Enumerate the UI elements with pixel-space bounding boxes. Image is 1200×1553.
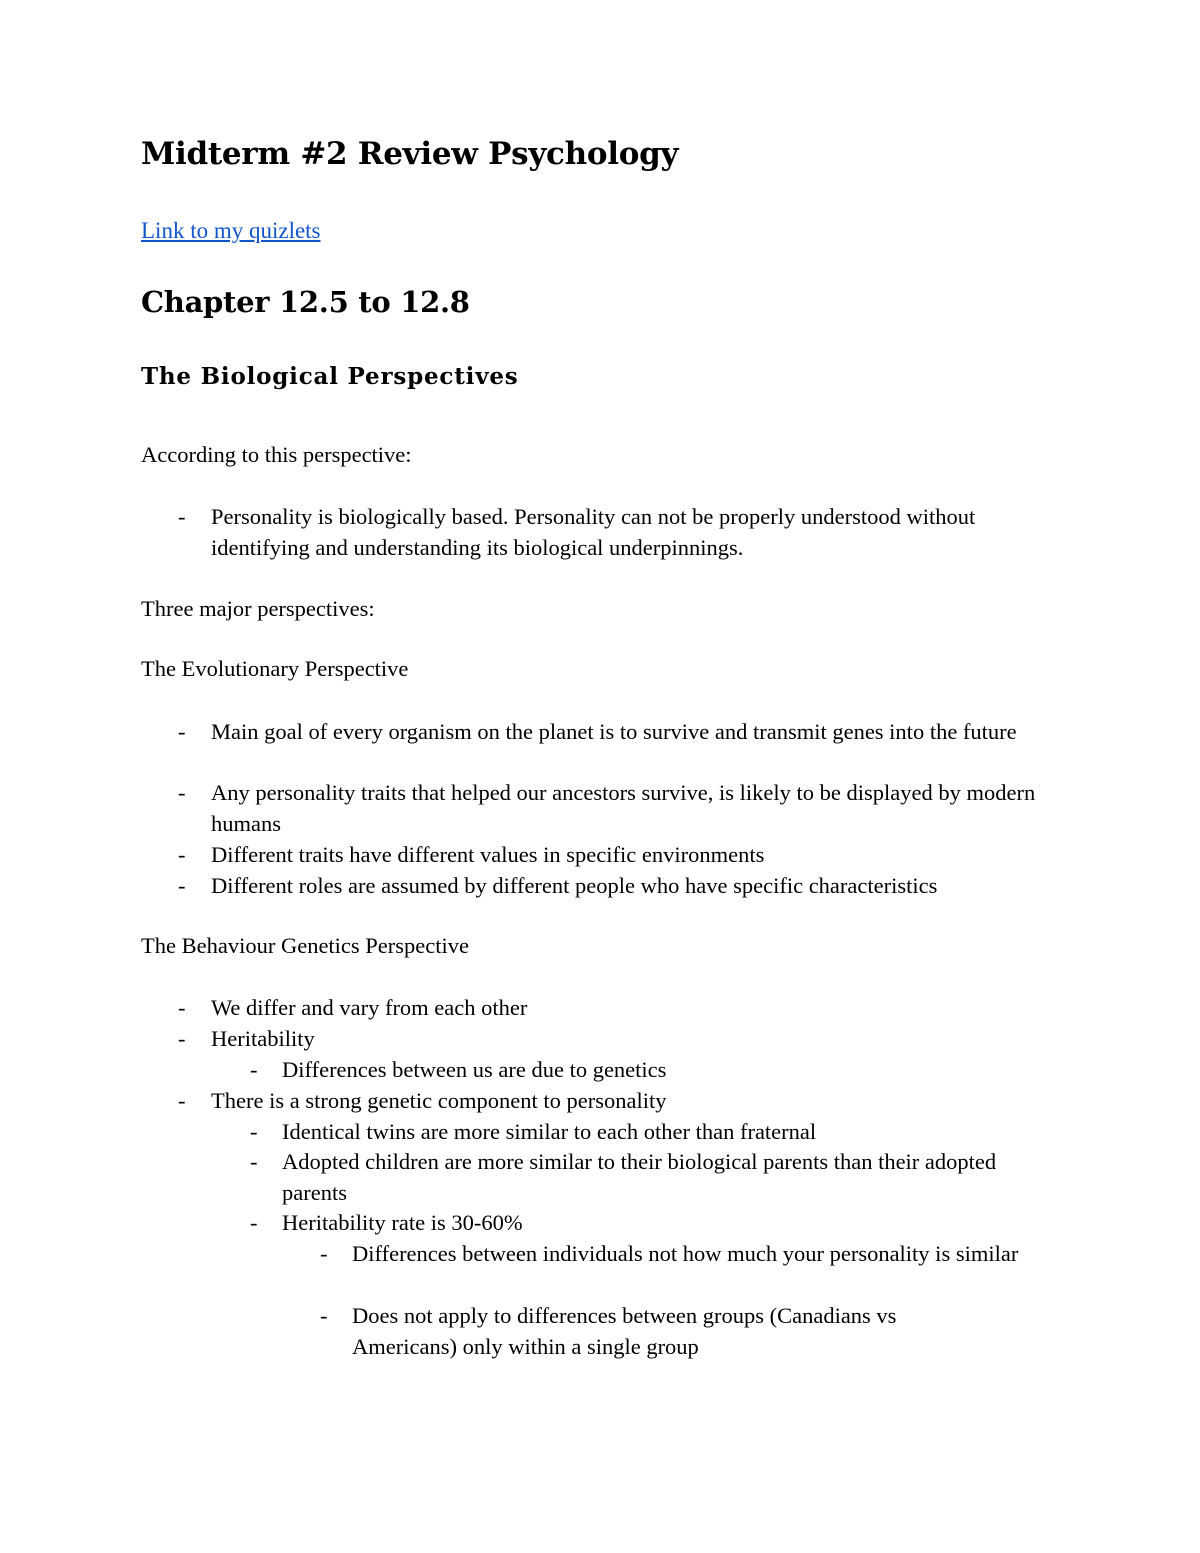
- genetics-bullet: Heritability: [211, 1026, 315, 1051]
- genetics-sub-bullet: Heritability rate is 30-60%: [282, 1210, 523, 1235]
- sub-bullet-dash: -: [250, 1149, 258, 1174]
- bullet-dash: -: [178, 719, 186, 744]
- evolutionary-bullet: Different roles are assumed by different people who have specific characteristics: [211, 873, 938, 898]
- bullet-dash: -: [178, 873, 186, 898]
- bullet-dash: -: [178, 504, 186, 529]
- genetics-sub-bullet: Differences between us are due to genetics: [282, 1057, 667, 1082]
- genetics-sub-bullet: Identical twins are more similar to each other than fraternal: [282, 1119, 817, 1144]
- chapter-heading: Chapter 12.5 to 12.8: [141, 285, 470, 319]
- evolutionary-bullet: Any personality traits that helped our ancestors survive, is likely to be displayed by modern humans: [211, 780, 1036, 836]
- document-title: Midterm #2 Review Psychology: [141, 136, 679, 172]
- genetics-bullet: There is a strong genetic component to personality: [211, 1088, 667, 1113]
- intro-bullet: Personality is biologically based. Personality can not be properly understood without identifying and understanding its biological underpinnings.: [211, 504, 976, 560]
- bullet-dash: -: [178, 1088, 186, 1113]
- intro-text: According to this perspective:: [141, 442, 412, 467]
- evolutionary-heading: The Evolutionary Perspective: [141, 656, 409, 681]
- genetics-sub-sub-bullet: Does not apply to differences between groups (Canadians vs Americans) only within a single group: [352, 1303, 897, 1359]
- three-major-text: Three major perspectives:: [141, 596, 375, 621]
- sub-bullet-dash: -: [250, 1119, 258, 1144]
- bullet-dash: -: [178, 842, 186, 867]
- bullet-dash: -: [178, 995, 186, 1020]
- behaviour-genetics-heading: The Behaviour Genetics Perspective: [141, 933, 470, 958]
- genetics-sub-sub-bullet: Differences between individuals not how much your personality is similar: [352, 1241, 1019, 1266]
- sub-bullet-dash: -: [250, 1210, 258, 1235]
- section-heading: The Biological Perspectives: [141, 363, 519, 390]
- genetics-sub-bullet: Adopted children are more similar to their biological parents than their adopted parents: [282, 1149, 997, 1205]
- quizlets-link[interactable]: Link to my quizlets: [141, 218, 321, 243]
- evolutionary-bullet: Main goal of every organism on the planet is to survive and transmit genes into the future: [211, 719, 1017, 744]
- evolutionary-bullet: Different traits have different values in specific environments: [211, 842, 765, 867]
- bullet-dash: -: [178, 1026, 186, 1051]
- genetics-bullet: We differ and vary from each other: [211, 995, 528, 1020]
- bullet-dash: -: [178, 780, 186, 805]
- sub-sub-bullet-dash: -: [320, 1303, 328, 1328]
- sub-bullet-dash: -: [250, 1057, 258, 1082]
- sub-sub-bullet-dash: -: [320, 1241, 328, 1266]
